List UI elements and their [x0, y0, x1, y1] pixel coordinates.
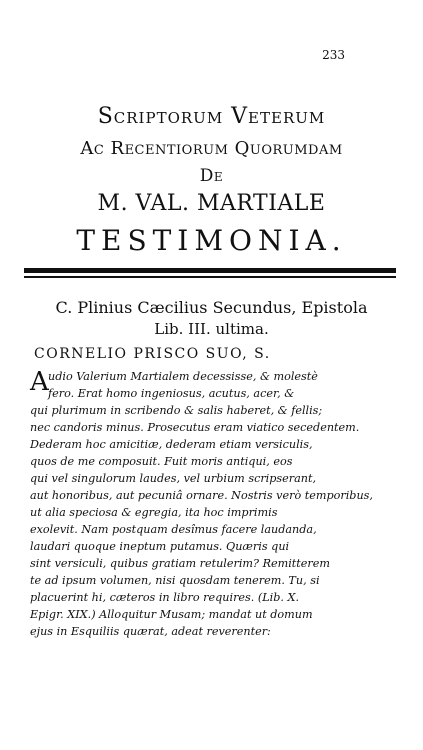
letter-line: ut alia speciosa & egregia, ita hoc imprimis [30, 506, 278, 519]
source-location: Lib. III. ultima. [154, 320, 269, 338]
letter-line: qui vel singulorum laudes, vel urbium scripserant, [30, 472, 317, 485]
letter-line: ejus in Esquiliis quærat, adeat reverenter: [30, 625, 271, 638]
letter-line: placuerint hi, cæteros in libro requires. (Lib. X. [30, 591, 300, 604]
letter-line: Epigr. XIX.) Alloquitur Musam; mandat ut domum [30, 608, 313, 621]
source-author: C. Plinius Cæcilius Secundus, Epistola [55, 298, 368, 317]
letter-line: aut honoribus, aut pecuniâ ornare. Nostris verò temporibus, [30, 489, 373, 502]
letter-line: udio Valerium Martialem decessisse, & molestè [48, 370, 318, 383]
letter-line: fero. Erat homo ingeniosus, acutus, acer, & [48, 387, 295, 400]
title-line-4: M. VAL. MARTIALE [97, 191, 326, 216]
letter-greeting: CORNELIO PRISCO SUO, S. [34, 346, 271, 362]
letter-line: exolevit. Nam postquam desîmus facere laudanda, [30, 523, 317, 536]
title-line-1: Scriptorum Veterum [97, 104, 326, 129]
letter-body [30, 368, 392, 640]
drop-initial: A [30, 367, 49, 397]
letter-line: nec candoris minus. Prosecutus eram viatico secedentem. [30, 421, 360, 434]
title-line-3: De [199, 166, 224, 186]
letter-line: Dederam hoc amicitiæ, dederam etiam versiculis, [30, 438, 313, 451]
letter-line: te ad ipsum volumen, nisi quosdam tenerem. Tu, si [30, 574, 320, 587]
title-line-5: TESTIMONIA. [76, 224, 347, 257]
thin-rule [24, 276, 396, 278]
letter-line: sint versiculi, quibus gratiam retulerim? Remitterem [30, 557, 330, 570]
thick-rule [24, 268, 396, 273]
title-line-2: Ac Recentiorum Quorumdam [80, 138, 343, 159]
page-number: 233 [322, 48, 345, 62]
letter-line: quos de me composuit. Fuit moris antiqui, eos [30, 455, 293, 468]
letter-line: laudari quoque ineptum putamus. Quæris qui [30, 540, 290, 553]
letter-line: qui plurimum in scribendo & salis haberet, & fellis; [30, 404, 323, 417]
